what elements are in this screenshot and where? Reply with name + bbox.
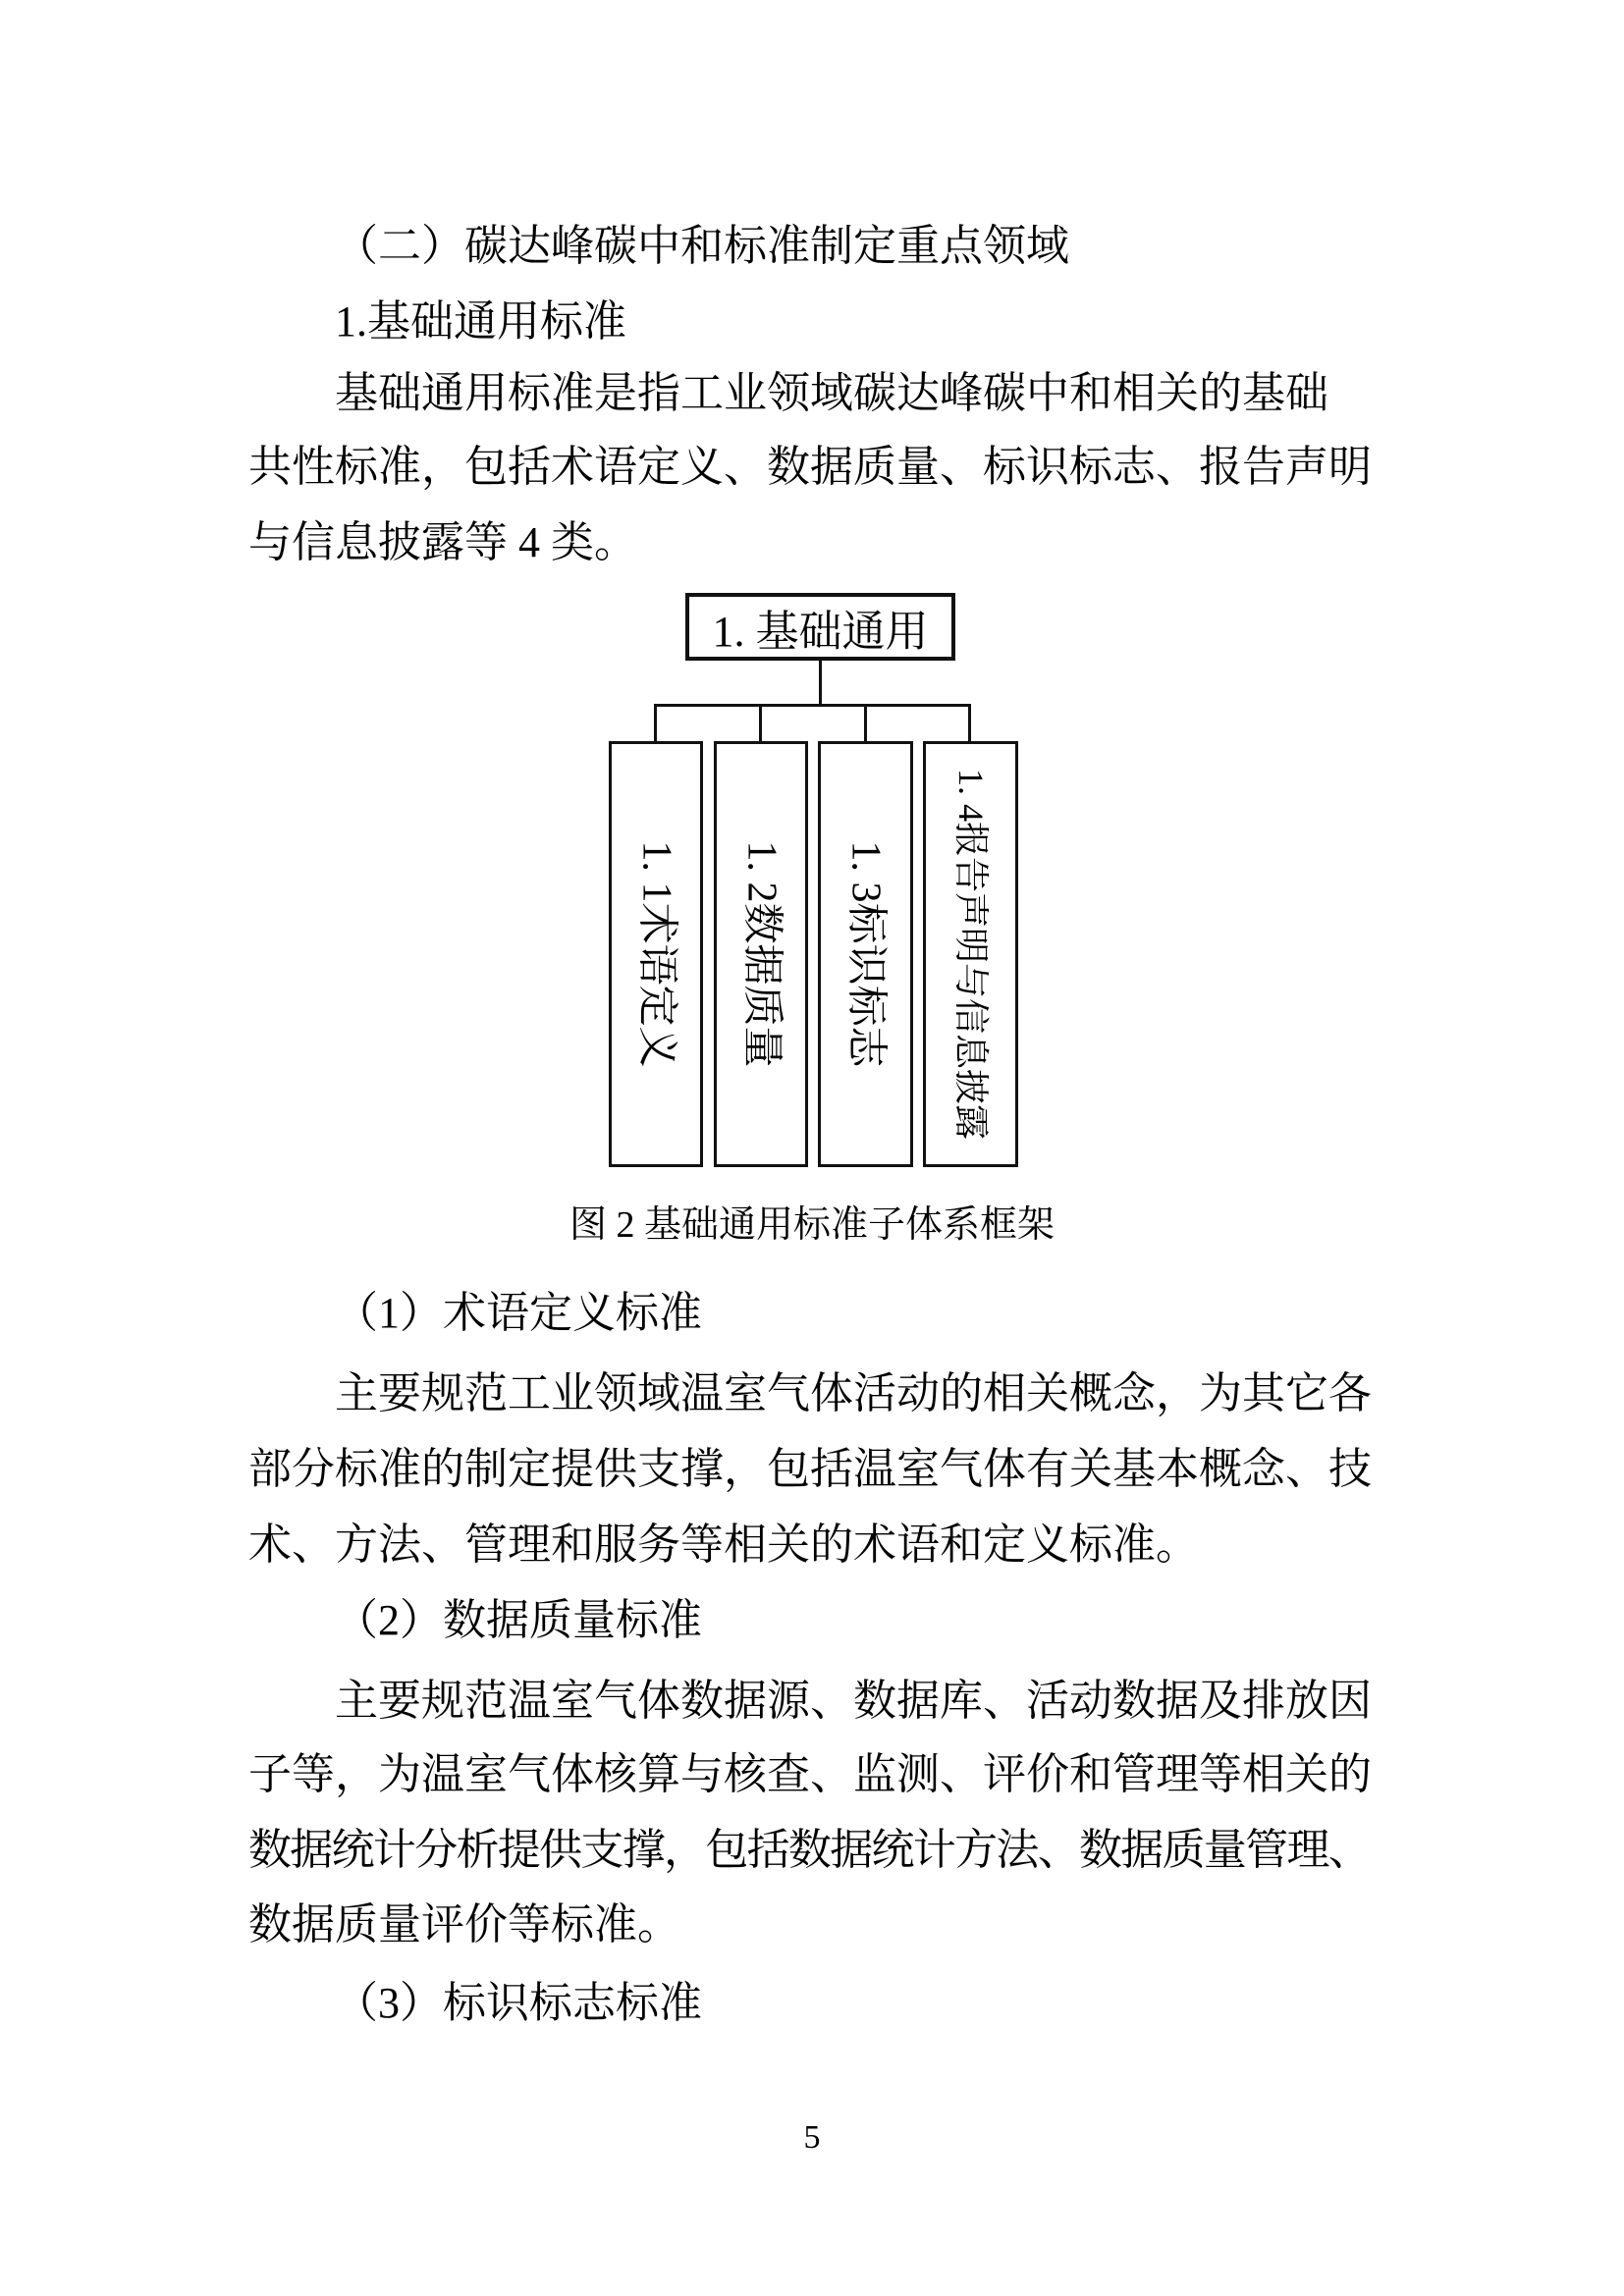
figure-root-label: 1. 基础通用: [712, 607, 929, 656]
intro-line-1: 基础通用标准是指工业领域碳达峰碳中和相关的基础: [335, 369, 1328, 417]
item2-line-3: 数据统计分析提供支撑，包括数据统计方法、数据质量管理、: [248, 1826, 1371, 1874]
item2-line-2: 子等，为温室气体核算与核查、监测、评价和管理等相关的: [248, 1750, 1372, 1798]
item3-heading: （3）标识标志标准: [335, 1979, 702, 2027]
figure-caption: 图 2 基础通用标准子体系框架: [568, 1204, 1055, 1246]
figure-child-box-1: [609, 741, 703, 1167]
item1-heading: （1）术语定义标准: [335, 1289, 702, 1337]
item1-line-1: 主要规范工业领域温室气体活动的相关概念，为其它各: [335, 1369, 1372, 1417]
connector-root-drop: [819, 659, 822, 704]
item2-line-4: 数据质量评价等标准。: [248, 1900, 680, 1949]
figure-child-label-3: 1. 3标识标志: [842, 840, 889, 1068]
figure-child-box-4: [923, 741, 1018, 1167]
connector-stub-3: [864, 704, 867, 741]
item1-line-2: 部分标准的制定提供支撑，包括温室气体有关基本概念、技: [248, 1445, 1372, 1493]
connector-horizontal: [655, 704, 971, 707]
connector-stub-4: [968, 704, 971, 741]
figure-child-label-2: 1. 2数据质量: [738, 840, 785, 1068]
section-heading: （二）碳达峰碳中和标准制定重点领域: [335, 222, 1069, 270]
figure-child-box-2: [714, 741, 808, 1167]
item2-line-1: 主要规范温室气体数据源、数据库、活动数据及排放因: [335, 1677, 1372, 1725]
figure-root-box: [685, 593, 955, 661]
subsection-heading: 1.基础通用标准: [335, 297, 626, 346]
intro-line-3: 与信息披露等 4 类。: [248, 518, 637, 566]
figure-child-label-4: 1. 4报告声明与信息披露: [950, 768, 991, 1141]
intro-line-2: 共性标准，包括术语定义、数据质量、标识标志、报告声明: [248, 443, 1372, 491]
figure-child-box-3: [818, 741, 913, 1167]
connector-stub-1: [654, 704, 657, 741]
item2-heading: （2）数据质量标准: [335, 1596, 702, 1644]
figure-child-label-1: 1. 1术语定义: [633, 840, 679, 1068]
page-number: 5: [803, 2119, 821, 2156]
connector-stub-2: [759, 704, 762, 741]
item1-line-3: 术、方法、管理和服务等相关的术语和定义标准。: [248, 1521, 1199, 1569]
